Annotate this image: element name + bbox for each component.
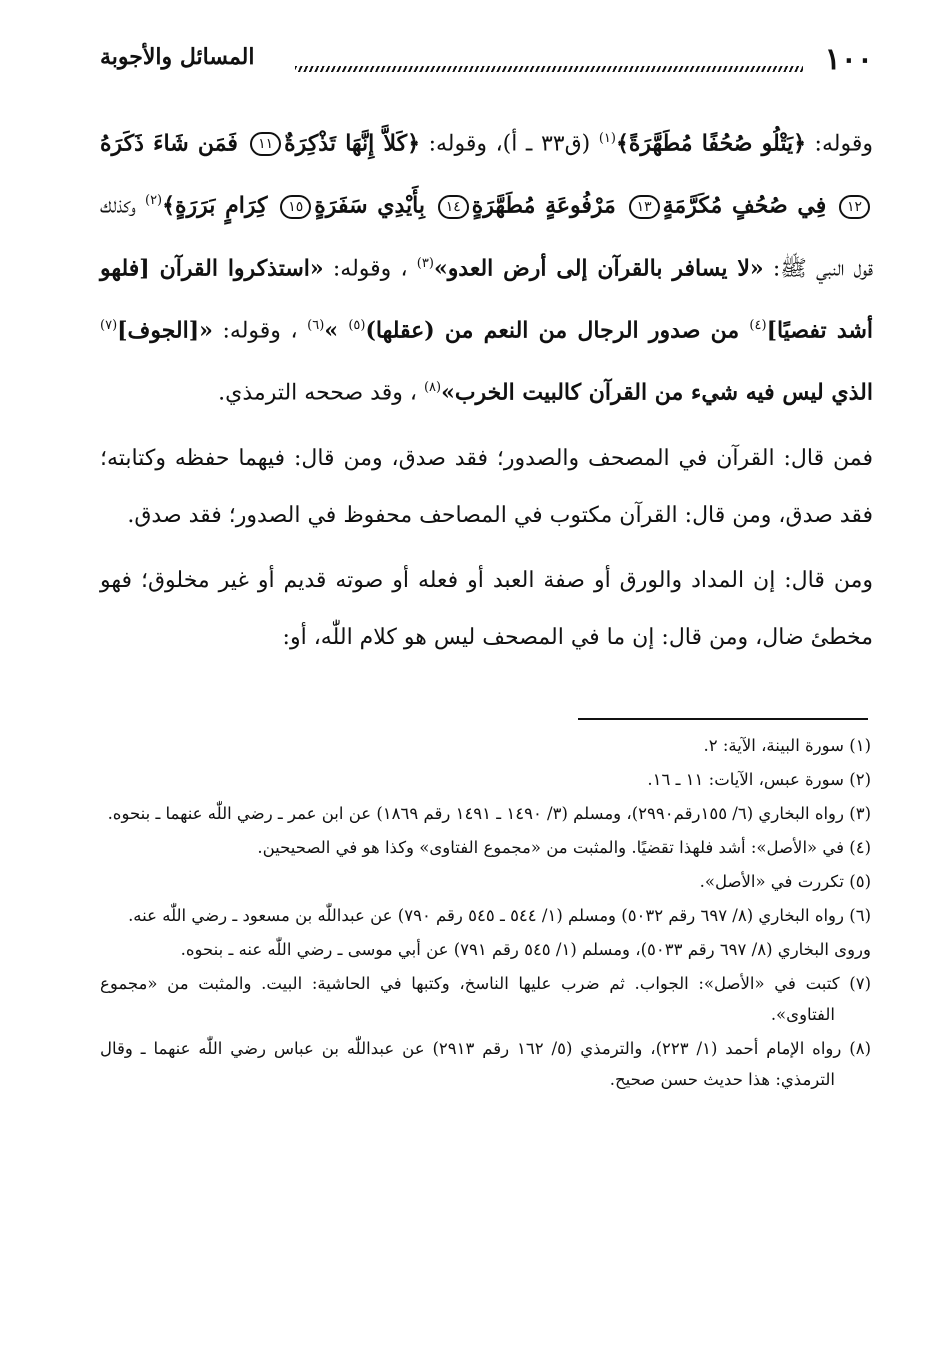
- verse-number: ١١: [250, 132, 281, 156]
- paragraph-2: فمن قال: القرآن في المصحف والصدور؛ فقد صدق، ومن قال: فيهما حفظه وكتابته؛ فقد صدق، ومن قال: القرآن مكتوب في المصاحف محفوظ في الصدور؛ فقد صدق.: [100, 445, 873, 528]
- footnote-ref: (٨): [423, 380, 442, 396]
- footnotes: [100, 730, 871, 1098]
- footnote-ref: (٤): [749, 317, 767, 333]
- footnote-ref: (٦): [307, 317, 325, 333]
- footnote-ref: (٣): [416, 255, 434, 271]
- quran-verse: ﴿كَلاَّ إِنَّهَا تَذْكِرَةٌ: [284, 130, 421, 157]
- quran-verse: كِرَامٍ بَرَرَةٍ﴾: [162, 192, 278, 219]
- footnote-8: (٨) رواه الإمام أحمد (١/ ٢٢٣)، والترمذي (٥/ ١٦٢ رقم ٢٩١٣) عن عبداللّٰه بن عباس رضي اللّٰه عنهما ـ وقال الترمذي: هذا حديث حسن صحيح.: [100, 1039, 871, 1089]
- header-rule: [295, 66, 803, 72]
- hadith-text: الذي ليس فيه شيء من القرآن كالبيت الخرب»: [441, 379, 873, 406]
- footnote-ref: (١): [598, 131, 616, 146]
- quran-verse: فِي صُحُفٍ مُكَرَّمَةٍ: [662, 192, 836, 219]
- quran-verse: مَرْفُوعَةٍ مُطَهَّرَةٍ: [471, 192, 626, 219]
- text: ، وقوله:: [323, 255, 417, 281]
- verse-number: ١٣: [629, 195, 660, 219]
- footnote-ref: (٢): [144, 193, 163, 209]
- verse-number: ١٤: [438, 195, 469, 219]
- paragraph-3: ومن قال: إن المداد والورق أو صفة العبد أو فعله أو صوته قديم أو غير مخلوق؛ فهو مخطئ ضال، ومن قال: إن ما في المصحف ليس هو كلام اللّٰه، أو:: [100, 567, 873, 650]
- verse-number: ١٢: [839, 195, 870, 219]
- verse-number: ١٥: [280, 195, 311, 219]
- paragraph-1: [100, 110, 873, 422]
- footnote-4: (٤) في «الأصل»: أشد فلهذا تقضيًا. والمثبت من «مجموع الفتاوى» وكذا هو في الصحيحين.: [257, 838, 871, 857]
- quran-verse: ﴿يَتْلُو صُحُفًا مُطَهَّرَةً﴾: [615, 130, 806, 157]
- page-header: [100, 40, 873, 80]
- text: (ق٣٣ ـ أ)، وقوله:: [420, 131, 599, 157]
- text: وقوله:: [805, 131, 873, 157]
- text: ، وقوله:: [212, 318, 308, 344]
- text: ، وقد صححه الترمذي.: [218, 380, 424, 406]
- footnote-6: (٦) رواه البخاري (٨/ ٦٩٧ رقم ٥٠٣٢) ومسلم (١/ ٥٤٤ ـ ٥٤٥ رقم ٧٩٠) عن عبداللّٰه بن مسعود ـ رضي اللّٰه عنه.: [128, 906, 871, 925]
- page-number: ١٠٠: [824, 42, 873, 77]
- footnote-1: (١) سورة البينة، الآية: ٢.: [703, 736, 871, 755]
- footnote-3: (٣) رواه البخاري (٦/ ١٥٥رقم٢٩٩٠)، ومسلم (٣/ ١٤٩٠ ـ ١٤٩١ رقم ١٨٦٩) عن ابن عمر ـ رضي اللّٰه عنهما ـ بنحوه.: [107, 804, 871, 823]
- footnote-7: (٧) كتبت في «الأصل»: الجواب. ثم ضرب عليها الناسخ، وكتبها في الحاشية: البيت. والمثبت من «مجموع الفتاوى».: [100, 974, 871, 1024]
- footnote-ref: (٧): [100, 317, 118, 333]
- hadith-text: من صدور الرجال من النعم من (عقلها): [365, 317, 750, 344]
- book-title: المسائل والأجوبة: [100, 44, 255, 70]
- main-text: [100, 110, 873, 666]
- text: وكذلك قول النبي ﷺ:: [100, 193, 874, 281]
- hadith-text: «استذكروا القرآن [فلهو أشد تفصيًا]: [100, 254, 873, 344]
- hadith-text: «[الجوف]: [117, 317, 213, 344]
- quran-verse: بِأَيْدِي سَفَرَةٍ: [314, 192, 435, 219]
- footnote-6-continued: وروى البخاري (٨/ ٦٩٧ رقم ٥٠٣٣)، ومسلم (١/ ٥٤٥ رقم ٧٩١) عن أبي موسى ـ رضي اللّٰه عنه ـ بنحوه.: [180, 940, 871, 959]
- footnote-5: (٥) تكررت في «الأصل».: [699, 872, 871, 891]
- quran-verse: فَمَن شَاءَ ذَكَرَهُ: [100, 130, 248, 157]
- hadith-text: »: [324, 317, 349, 344]
- footnote-2: (٢) سورة عبس، الآيات: ١١ ـ ١٦.: [647, 770, 871, 789]
- footnote-ref: (٥): [348, 317, 366, 333]
- footnote-separator: [578, 718, 868, 720]
- hadith-text: «لا يسافر بالقرآن إلى أرض العدو»: [433, 254, 764, 281]
